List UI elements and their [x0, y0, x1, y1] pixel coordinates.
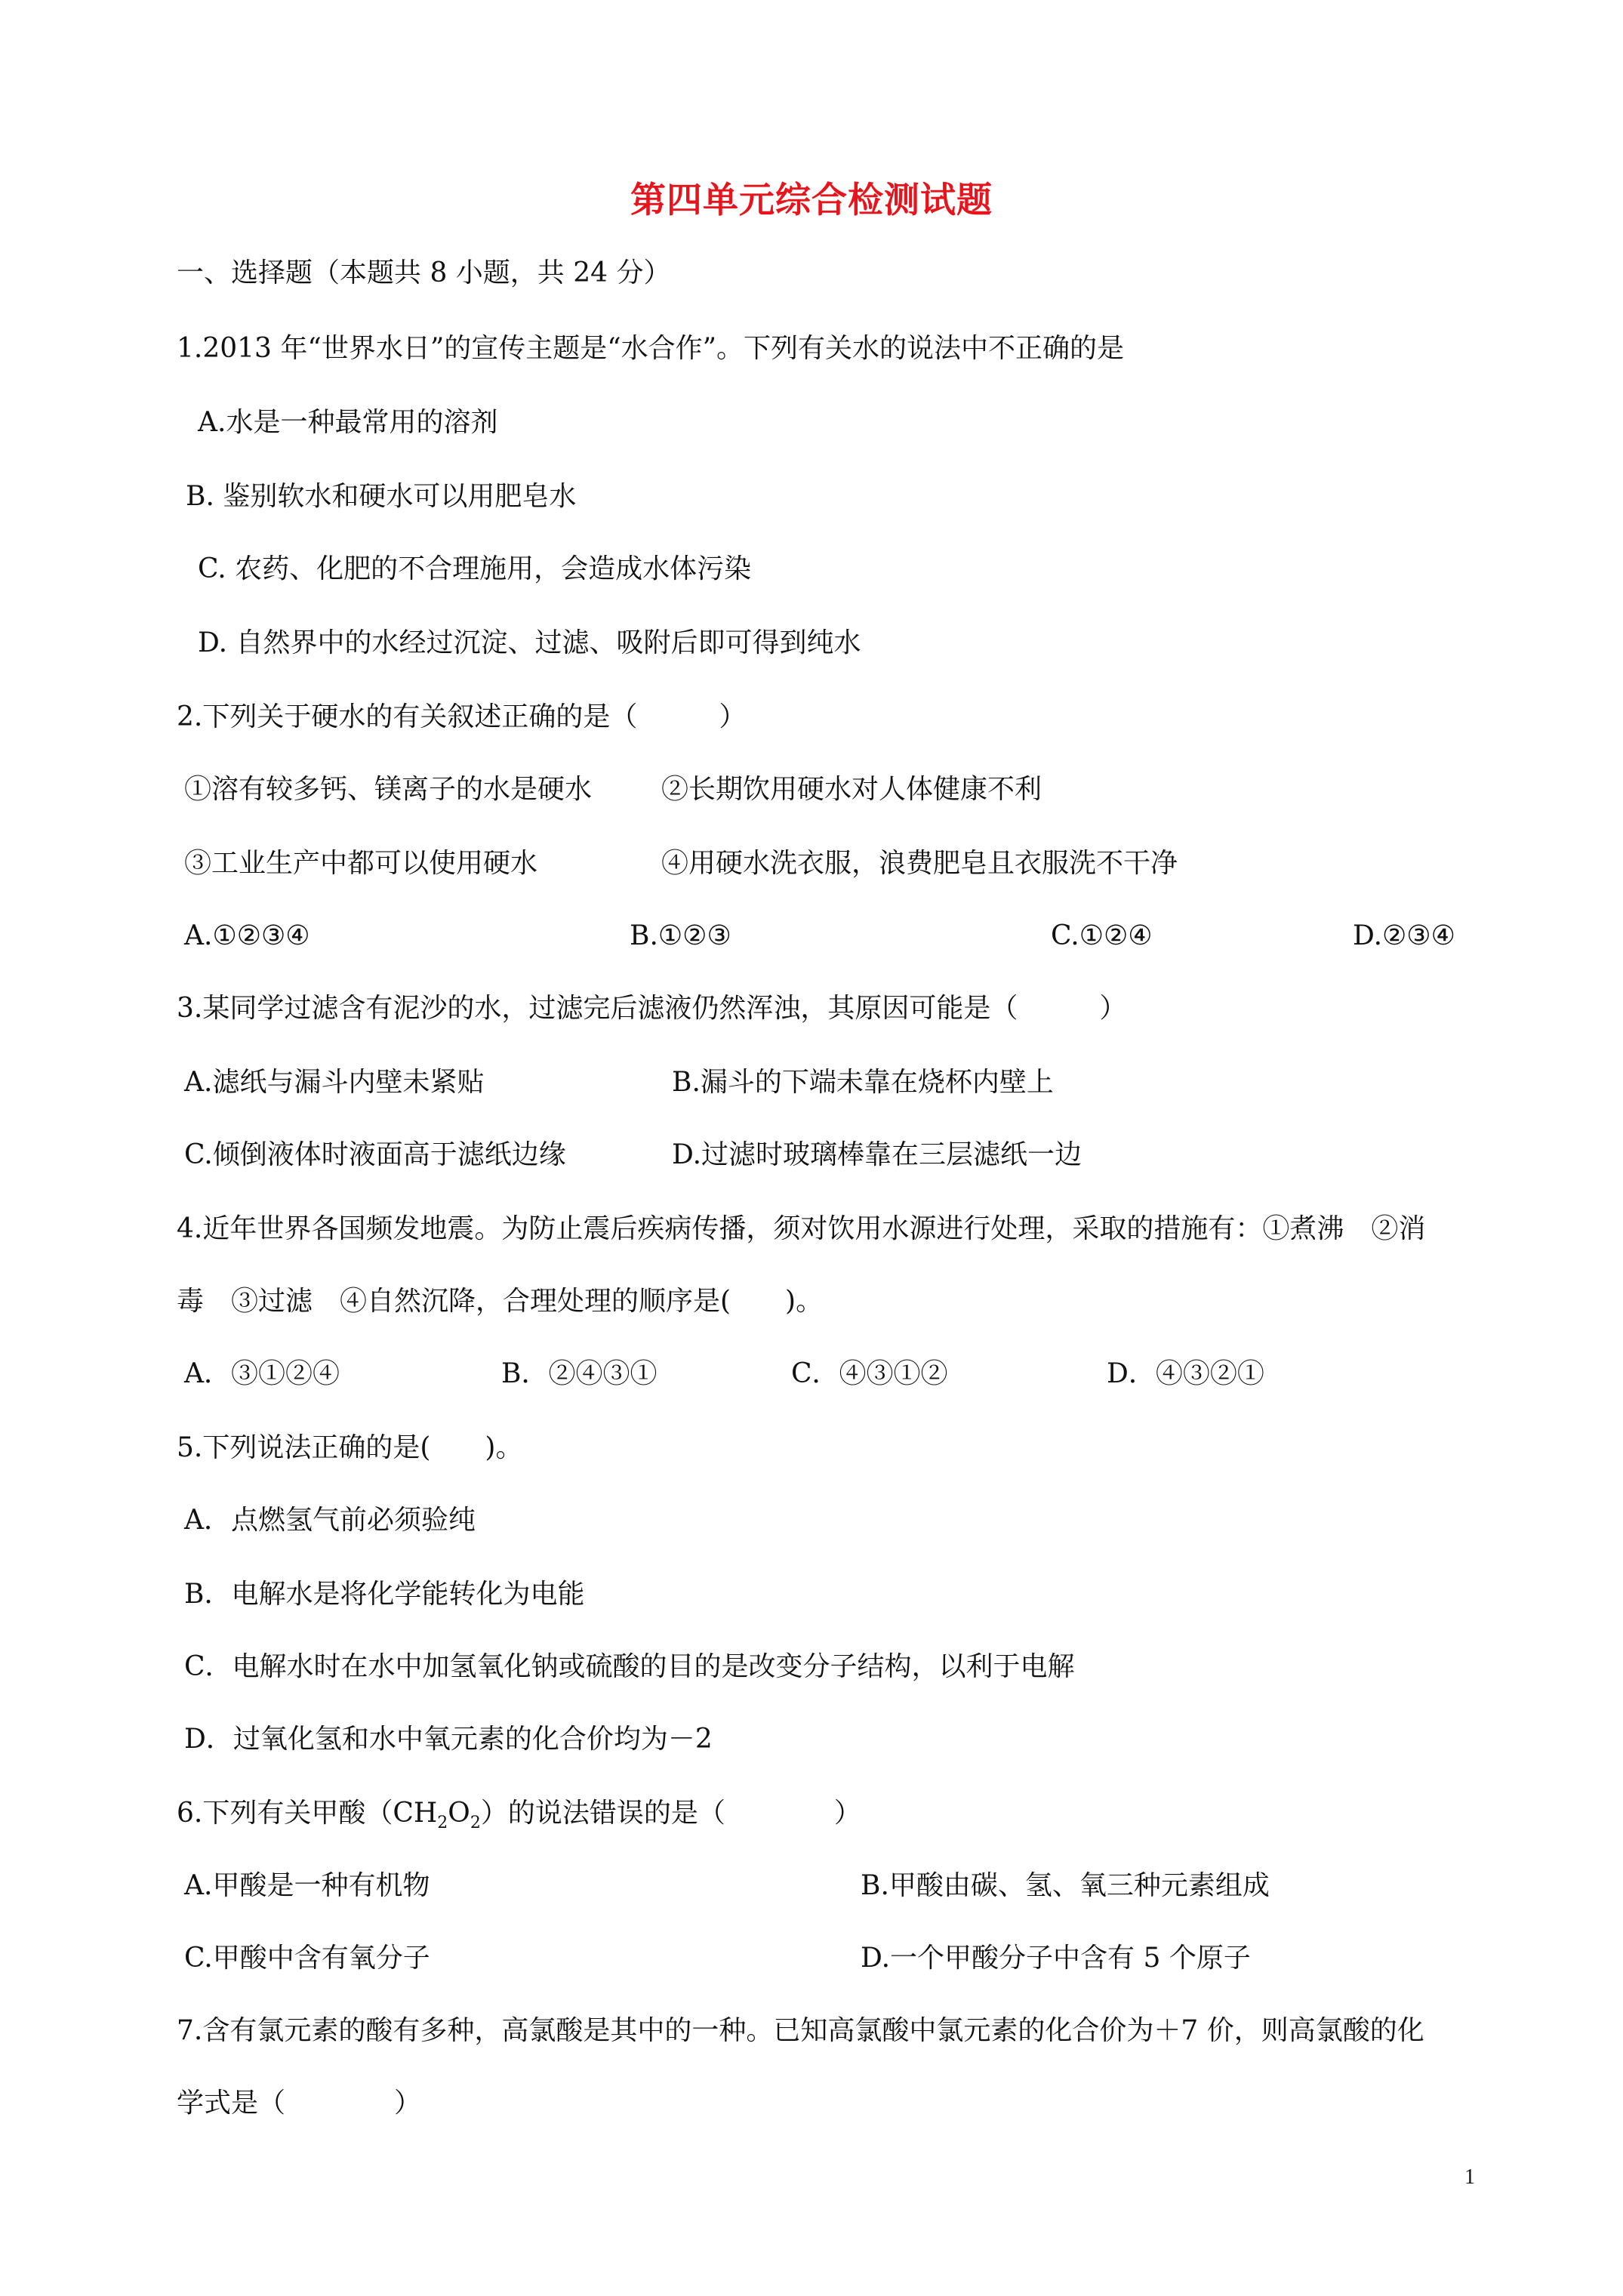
section-heading: 一、选择题（本题共 8 小题，共 24 分）	[177, 257, 671, 288]
question-4-option-c: C．④③①②	[791, 1358, 948, 1389]
question-6-stem-mid: O	[448, 1798, 470, 1829]
question-5-option-a: A．点燃氢气前必须验纯	[184, 1505, 476, 1536]
question-3-option-b: B.漏斗的下端未靠在烧杯内壁上	[672, 1067, 1054, 1098]
question-1-option-d: D. 自然界中的水经过沉淀、过滤、吸附后即可得到纯水	[198, 627, 861, 658]
question-6-option-b: B.甲酸由碳、氢、氧三种元素组成	[861, 1870, 1270, 1901]
question-2-statement-3: ③工业生产中都可以使用硬水	[184, 848, 538, 879]
question-2-statement-4: ④用硬水洗衣服，浪费肥皂且衣服洗不干净	[661, 848, 1178, 879]
question-4-option-b: B．②④③①	[501, 1358, 658, 1389]
question-1-stem: 1.2013 年“世界水日”的宣传主题是“水合作”。下列有关水的说法中不正确的是	[177, 333, 1125, 364]
question-6-stem-prefix: 6.下列有关甲酸（CH	[177, 1798, 438, 1829]
question-2-option-d: D.②③④	[1353, 920, 1455, 951]
question-5-option-b: B．电解水是将化学能转化为电能	[184, 1579, 585, 1610]
question-3-option-a: A.滤纸与漏斗内壁未紧贴	[184, 1067, 485, 1098]
question-4-stem-line-2: 毒 ③过滤 ④自然沉降，合理处理的顺序是( )。	[177, 1286, 824, 1317]
question-2-statement-2: ②长期饮用硬水对人体健康不利	[661, 774, 1042, 805]
question-2-option-b: B.①②③	[630, 920, 731, 951]
question-2-option-a: A.①②③④	[184, 920, 310, 951]
question-1-option-a: A.水是一种最常用的溶剂	[198, 407, 498, 438]
question-5-option-d: D．过氧化氢和水中氧元素的化合价均为－2	[184, 1724, 713, 1755]
question-7-stem-line-2: 学式是（ ）	[177, 2088, 422, 2119]
question-2-stem: 2.下列关于硬水的有关叙述正确的是（ ）	[177, 701, 747, 732]
question-1-option-b: B. 鉴别软水和硬水可以用肥皂水	[186, 481, 577, 512]
question-6-stem-suffix: ）的说法错误的是（ ）	[480, 1798, 861, 1829]
question-4-option-d: D．④③②①	[1107, 1358, 1264, 1389]
question-3-stem: 3.某同学过滤含有泥沙的水，过滤完后滤液仍然浑浊，其原因可能是（ ）	[177, 993, 1127, 1024]
question-6-option-d: D.一个甲酸分子中含有 5 个原子	[861, 1943, 1251, 1974]
question-6-stem	[177, 1795, 861, 1841]
question-5-option-c: C．电解水时在水中加氢氧化钠或硫酸的目的是改变分子结构，以利于电解	[184, 1651, 1075, 1682]
question-4-stem-line-1: 4.近年世界各国频发地震。为防止震后疾病传播，须对饮用水源进行处理，采取的措施有：①煮沸 ②消	[177, 1213, 1426, 1244]
question-6-option-a: A.甲酸是一种有机物	[184, 1870, 430, 1901]
question-2-option-c: C.①②④	[1051, 920, 1153, 951]
question-7-stem-line-1: 7.含有氯元素的酸有多种，高氯酸是其中的一种。已知高氯酸中氯元素的化合价为＋7 价，则高氯酸的化	[177, 2015, 1424, 2046]
question-4-option-a: A．③①②④	[184, 1358, 340, 1389]
page-number: 1	[1464, 2165, 1475, 2189]
question-6-subscript-2: 2	[470, 1814, 481, 1832]
question-3-option-c: C.倾倒液体时液面高于滤纸边缘	[184, 1139, 566, 1170]
question-2-statement-1: ①溶有较多钙、镁离子的水是硬水	[184, 774, 593, 805]
page-title: 第四单元综合检测试题	[630, 180, 993, 221]
question-1-option-c: C. 农药、化肥的不合理施用，会造成水体污染	[198, 553, 752, 584]
question-6-option-c: C.甲酸中含有氧分子	[184, 1943, 430, 1974]
question-3-option-d: D.过滤时玻璃棒靠在三层滤纸一边	[672, 1139, 1083, 1170]
question-6-subscript-1: 2	[437, 1814, 448, 1832]
question-5-stem: 5.下列说法正确的是( )。	[177, 1432, 523, 1463]
